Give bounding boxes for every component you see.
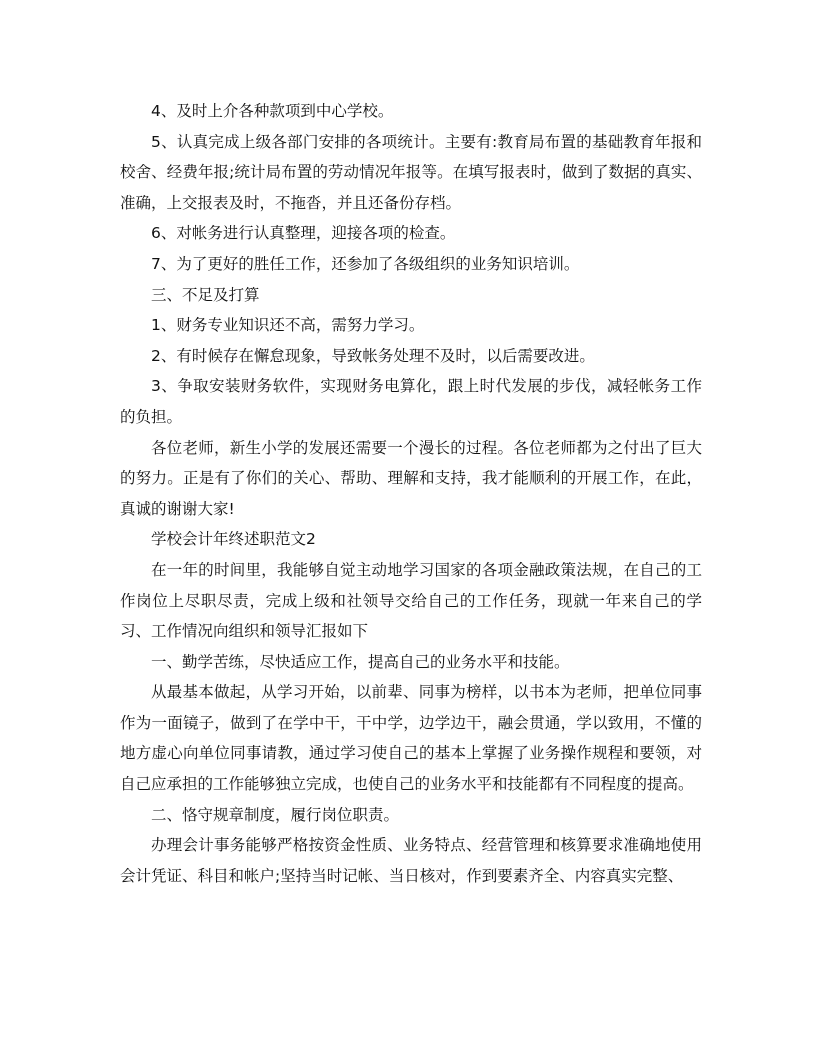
paragraph-plan-2: 2、有时候存在懈怠现象，导致帐务处理不及时，以后需要改进。 bbox=[151, 346, 595, 365]
paragraph-intro: 在一年的时间里，我能够自觉主动地学习国家的各项金融政策法规，在自己的工作岗位上尽职尽责，完成上级和社领导交给自己的工作任务，现就一年来自己的学习、工作情况向组织和领导汇报如下 bbox=[120, 560, 702, 641]
paragraph-item-7: 7、为了更好的胜任工作，还参加了各级组织的业务知识培训。 bbox=[151, 254, 580, 273]
paragraph-plan-3: 3、争取安装财务软件，实现财务电算化，跟上时代发展的步伐，减轻帐务工作的负担。 bbox=[120, 377, 702, 426]
paragraph-study: 从最基本做起，从学习开始，以前辈、同事为榜样，以书本为老师，把单位同事作为一面镜子，做到了在学中干，干中学，边学边干，融会贯通，学以致用，不懂的地方虚心向单位同事请教，通过学习使自己的基本上掌握了业务操作规程和要领，对自己应承担的工作能够独立完成，也使自己的业务水平和技能都有不同程度的提高。 bbox=[120, 683, 702, 794]
document-body bbox=[0, 96, 816, 891]
paragraph-thanks: 各位老师，新生小学的发展还需要一个漫长的过程。各位老师都为之付出了巨大的努力。正是有了你们的关心、帮助、理解和支持，我才能顺利的开展工作，在此，真诚的谢谢大家! bbox=[120, 438, 702, 518]
paragraph-plan-1: 1、财务专业知识还不高，需努力学习。 bbox=[151, 316, 425, 335]
section-heading-study: 一、勤学苦练，尽快适应工作，提高自己的业务水平和技能。 bbox=[151, 652, 570, 671]
paragraph-rules: 办理会计事务能够严格按资金性质、业务特点、经营管理和核算要求准确地使用会计凭证、科目和帐户;坚持当时记帐、当日核对，作到要素齐全、内容真实完整、 bbox=[120, 836, 702, 885]
paragraph-item-4: 4、及时上介各种款项到中心学校。 bbox=[151, 102, 394, 120]
section-heading-rules: 二、恪守规章制度，履行岗位职责。 bbox=[151, 805, 400, 824]
paragraph-item-5: 5、认真完成上级各部门安排的各项统计。主要有:教育局布置的基础教育年报和校舍、经费年报;统计局布置的劳动情况年报等。在填写报表时，做到了数据的真实、准确，上交报表及时，不拖沓，并且还备份存档。 bbox=[120, 132, 702, 212]
section-heading-shortcomings: 三、不足及打算 bbox=[151, 285, 260, 304]
paragraph-item-6: 6、对帐务进行认真整理，迎接各项的检查。 bbox=[151, 224, 456, 243]
article-title-2: 学校会计年终述职范文2 bbox=[151, 530, 316, 549]
